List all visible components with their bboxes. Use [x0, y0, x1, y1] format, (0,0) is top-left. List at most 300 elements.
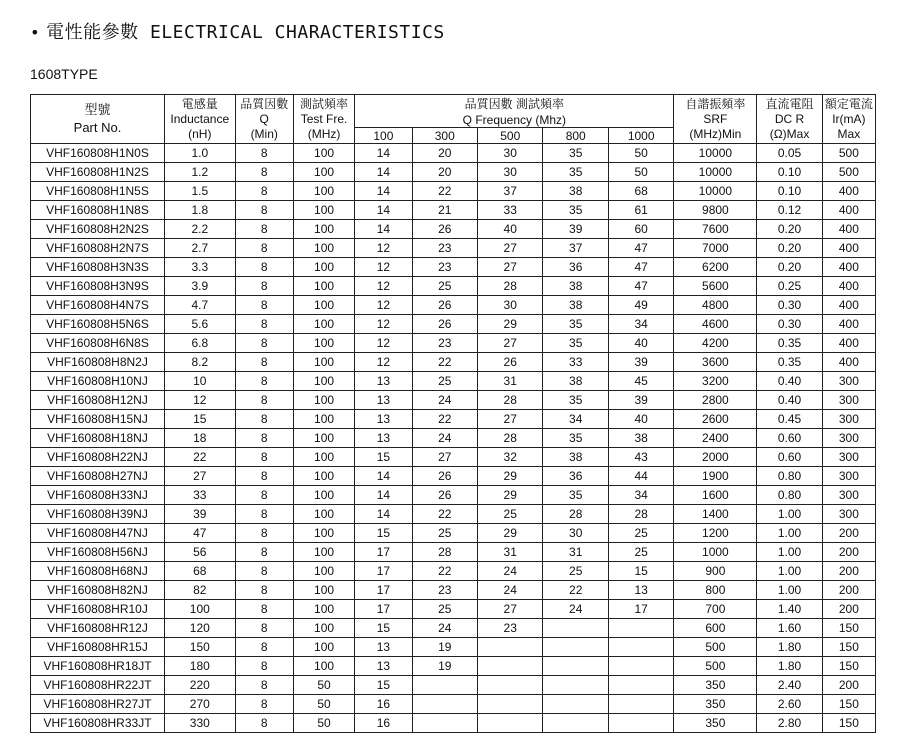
cell-test-freq: 50 — [293, 695, 354, 714]
cell-q-min: 8 — [235, 353, 293, 372]
cell-dcr: 1.00 — [757, 543, 822, 562]
cell-test-freq: 100 — [293, 448, 354, 467]
cell-dcr: 0.40 — [757, 372, 822, 391]
cell-srf: 350 — [674, 676, 757, 695]
cell-q-1000: 60 — [608, 220, 674, 239]
table-row — [31, 315, 876, 334]
cell-test-freq: 100 — [293, 524, 354, 543]
header-q-freq-en: Q Frequency (Mhz) — [355, 112, 674, 128]
cell-inductance: 33 — [165, 486, 236, 505]
cell-q-min: 8 — [235, 448, 293, 467]
cell-q-800: 38 — [543, 448, 608, 467]
cell-q-100: 15 — [355, 676, 412, 695]
cell-q-1000: 40 — [608, 334, 674, 353]
cell-dcr: 0.05 — [757, 144, 822, 163]
cell-q-300: 26 — [412, 220, 477, 239]
cell-q-1000 — [608, 657, 674, 676]
table-row — [31, 258, 876, 277]
cell-ir: 400 — [822, 258, 875, 277]
cell-q-100: 15 — [355, 619, 412, 638]
header-ir: 額定電流 Ir(mA) Max — [822, 95, 875, 144]
cell-part-no: VHF160808HR33JT — [31, 714, 165, 733]
table-row — [31, 543, 876, 562]
table-row — [31, 619, 876, 638]
table-row — [31, 201, 876, 220]
cell-q-500: 32 — [478, 448, 543, 467]
cell-dcr: 1.00 — [757, 524, 822, 543]
cell-q-min: 8 — [235, 220, 293, 239]
cell-q-300: 23 — [412, 334, 477, 353]
cell-q-300: 25 — [412, 600, 477, 619]
cell-dcr: 0.60 — [757, 448, 822, 467]
cell-srf: 4600 — [674, 315, 757, 334]
cell-ir: 150 — [822, 638, 875, 657]
cell-inductance: 3.3 — [165, 258, 236, 277]
cell-srf: 900 — [674, 562, 757, 581]
cell-inductance: 3.9 — [165, 277, 236, 296]
cell-q-300: 24 — [412, 619, 477, 638]
cell-q-800: 35 — [543, 163, 608, 182]
cell-q-500: 26 — [478, 353, 543, 372]
cell-q-800: 35 — [543, 201, 608, 220]
cell-q-min: 8 — [235, 581, 293, 600]
cell-test-freq: 100 — [293, 372, 354, 391]
cell-q-500: 28 — [478, 391, 543, 410]
cell-q-1000: 39 — [608, 391, 674, 410]
cell-inductance: 15 — [165, 410, 236, 429]
cell-q-min: 8 — [235, 600, 293, 619]
cell-q-500: 23 — [478, 619, 543, 638]
cell-ir: 150 — [822, 657, 875, 676]
cell-q-300: 22 — [412, 505, 477, 524]
cell-q-300: 25 — [412, 277, 477, 296]
cell-srf: 500 — [674, 638, 757, 657]
cell-srf: 3600 — [674, 353, 757, 372]
cell-inductance: 82 — [165, 581, 236, 600]
cell-q-100: 12 — [355, 353, 412, 372]
cell-q-100: 14 — [355, 467, 412, 486]
cell-q-300 — [412, 714, 477, 733]
cell-ir: 200 — [822, 543, 875, 562]
cell-q-500: 27 — [478, 258, 543, 277]
cell-part-no: VHF160808H1N0S — [31, 144, 165, 163]
cell-q-1000: 47 — [608, 277, 674, 296]
cell-q-100: 13 — [355, 410, 412, 429]
cell-q-1000 — [608, 676, 674, 695]
table-row — [31, 182, 876, 201]
cell-q-800: 38 — [543, 372, 608, 391]
table-row — [31, 220, 876, 239]
cell-q-100: 13 — [355, 391, 412, 410]
cell-q-min: 8 — [235, 619, 293, 638]
cell-q-500: 29 — [478, 486, 543, 505]
table-body — [31, 144, 876, 733]
cell-srf: 7600 — [674, 220, 757, 239]
cell-q-500: 27 — [478, 334, 543, 353]
cell-q-800: 35 — [543, 334, 608, 353]
cell-q-100: 12 — [355, 258, 412, 277]
cell-q-300: 19 — [412, 657, 477, 676]
cell-q-1000: 38 — [608, 429, 674, 448]
cell-dcr: 0.60 — [757, 429, 822, 448]
cell-q-100: 17 — [355, 562, 412, 581]
cell-q-500: 27 — [478, 600, 543, 619]
cell-inductance: 270 — [165, 695, 236, 714]
cell-dcr: 0.35 — [757, 353, 822, 372]
cell-q-min: 8 — [235, 524, 293, 543]
cell-dcr: 0.12 — [757, 201, 822, 220]
cell-test-freq: 100 — [293, 486, 354, 505]
cell-test-freq: 50 — [293, 714, 354, 733]
cell-part-no: VHF160808H2N7S — [31, 239, 165, 258]
cell-q-1000: 43 — [608, 448, 674, 467]
cell-q-min: 8 — [235, 543, 293, 562]
cell-q-100: 14 — [355, 201, 412, 220]
cell-q-1000: 39 — [608, 353, 674, 372]
cell-ir: 200 — [822, 581, 875, 600]
cell-q-min: 8 — [235, 467, 293, 486]
cell-inductance: 150 — [165, 638, 236, 657]
cell-test-freq: 100 — [293, 334, 354, 353]
header-q-freq-cn: 品質因數 測試頻率 — [355, 95, 674, 113]
cell-srf: 600 — [674, 619, 757, 638]
cell-q-100: 17 — [355, 543, 412, 562]
cell-q-1000 — [608, 638, 674, 657]
cell-q-300: 25 — [412, 524, 477, 543]
header-q: 品質因數 Q (Min) — [235, 95, 293, 144]
cell-q-100: 13 — [355, 372, 412, 391]
cell-srf: 1600 — [674, 486, 757, 505]
cell-ir: 300 — [822, 486, 875, 505]
cell-test-freq: 100 — [293, 562, 354, 581]
cell-q-100: 13 — [355, 657, 412, 676]
cell-q-300 — [412, 676, 477, 695]
table-row — [31, 524, 876, 543]
cell-q-800 — [543, 695, 608, 714]
table-row — [31, 505, 876, 524]
cell-test-freq: 100 — [293, 600, 354, 619]
table-row — [31, 486, 876, 505]
cell-q-100: 17 — [355, 581, 412, 600]
cell-part-no: VHF160808HR27JT — [31, 695, 165, 714]
cell-ir: 300 — [822, 505, 875, 524]
cell-q-min: 8 — [235, 714, 293, 733]
cell-inductance: 5.6 — [165, 315, 236, 334]
cell-part-no: VHF160808H2N2S — [31, 220, 165, 239]
header-qf-500: 500 — [478, 128, 543, 144]
cell-srf: 5600 — [674, 277, 757, 296]
cell-q-100: 16 — [355, 714, 412, 733]
cell-test-freq: 100 — [293, 543, 354, 562]
cell-dcr: 1.00 — [757, 562, 822, 581]
cell-q-100: 15 — [355, 524, 412, 543]
cell-inductance: 100 — [165, 600, 236, 619]
cell-inductance: 22 — [165, 448, 236, 467]
cell-inductance: 68 — [165, 562, 236, 581]
cell-q-1000 — [608, 695, 674, 714]
cell-dcr: 0.30 — [757, 315, 822, 334]
cell-q-500 — [478, 657, 543, 676]
cell-test-freq: 100 — [293, 353, 354, 372]
cell-test-freq: 100 — [293, 182, 354, 201]
table-row — [31, 695, 876, 714]
cell-inductance: 1.8 — [165, 201, 236, 220]
cell-q-min: 8 — [235, 486, 293, 505]
cell-q-300: 20 — [412, 163, 477, 182]
cell-inductance: 4.7 — [165, 296, 236, 315]
cell-q-500: 40 — [478, 220, 543, 239]
header-test-freq: 測試頻率 Test Fre. (MHz) — [293, 95, 354, 144]
cell-dcr: 0.35 — [757, 334, 822, 353]
cell-q-300: 27 — [412, 448, 477, 467]
cell-q-500: 31 — [478, 372, 543, 391]
cell-inductance: 180 — [165, 657, 236, 676]
cell-srf: 500 — [674, 657, 757, 676]
cell-q-min: 8 — [235, 315, 293, 334]
cell-q-300: 21 — [412, 201, 477, 220]
cell-part-no: VHF160808HR10J — [31, 600, 165, 619]
cell-q-100: 12 — [355, 239, 412, 258]
cell-q-100: 14 — [355, 163, 412, 182]
cell-dcr: 2.40 — [757, 676, 822, 695]
cell-inductance: 220 — [165, 676, 236, 695]
table-row — [31, 448, 876, 467]
cell-q-300: 26 — [412, 486, 477, 505]
cell-dcr: 0.45 — [757, 410, 822, 429]
cell-ir: 200 — [822, 562, 875, 581]
cell-q-500: 37 — [478, 182, 543, 201]
cell-part-no: VHF160808H1N8S — [31, 201, 165, 220]
cell-test-freq: 100 — [293, 657, 354, 676]
cell-q-300: 22 — [412, 562, 477, 581]
cell-q-500: 31 — [478, 543, 543, 562]
cell-srf: 1000 — [674, 543, 757, 562]
cell-q-1000: 34 — [608, 315, 674, 334]
cell-test-freq: 100 — [293, 258, 354, 277]
cell-q-300: 20 — [412, 144, 477, 163]
cell-dcr: 0.80 — [757, 467, 822, 486]
cell-q-300 — [412, 695, 477, 714]
cell-q-500: 29 — [478, 467, 543, 486]
cell-q-1000 — [608, 714, 674, 733]
header-qf-1000: 1000 — [608, 128, 674, 144]
cell-q-800 — [543, 619, 608, 638]
cell-srf: 1900 — [674, 467, 757, 486]
cell-inductance: 120 — [165, 619, 236, 638]
cell-q-100: 13 — [355, 429, 412, 448]
cell-test-freq: 50 — [293, 676, 354, 695]
cell-part-no: VHF160808H33NJ — [31, 486, 165, 505]
cell-srf: 700 — [674, 600, 757, 619]
cell-q-min: 8 — [235, 201, 293, 220]
cell-ir: 400 — [822, 334, 875, 353]
cell-q-300: 25 — [412, 372, 477, 391]
cell-test-freq: 100 — [293, 581, 354, 600]
cell-q-300: 19 — [412, 638, 477, 657]
cell-inductance: 8.2 — [165, 353, 236, 372]
cell-q-min: 8 — [235, 391, 293, 410]
header-part-cn: 型號 — [84, 102, 111, 117]
cell-ir: 300 — [822, 372, 875, 391]
cell-test-freq: 100 — [293, 391, 354, 410]
table-row — [31, 372, 876, 391]
cell-q-800 — [543, 657, 608, 676]
cell-ir: 400 — [822, 220, 875, 239]
header-part-en: Part No. — [73, 120, 122, 135]
characteristics-table — [30, 94, 876, 733]
cell-part-no: VHF160808HR18JT — [31, 657, 165, 676]
cell-q-500 — [478, 638, 543, 657]
table-row — [31, 277, 876, 296]
cell-q-300: 22 — [412, 353, 477, 372]
cell-q-min: 8 — [235, 410, 293, 429]
cell-dcr: 0.40 — [757, 391, 822, 410]
cell-test-freq: 100 — [293, 277, 354, 296]
cell-q-1000: 45 — [608, 372, 674, 391]
cell-q-min: 8 — [235, 372, 293, 391]
cell-q-100: 14 — [355, 486, 412, 505]
cell-q-min: 8 — [235, 277, 293, 296]
cell-test-freq: 100 — [293, 201, 354, 220]
cell-dcr: 0.20 — [757, 239, 822, 258]
cell-q-1000: 17 — [608, 600, 674, 619]
cell-part-no: VHF160808H4N7S — [31, 296, 165, 315]
cell-dcr: 1.60 — [757, 619, 822, 638]
cell-ir: 400 — [822, 239, 875, 258]
cell-srf: 10000 — [674, 163, 757, 182]
table-row — [31, 657, 876, 676]
cell-ir: 200 — [822, 524, 875, 543]
table-row — [31, 144, 876, 163]
cell-inductance: 47 — [165, 524, 236, 543]
cell-ir: 300 — [822, 448, 875, 467]
cell-q-500: 24 — [478, 562, 543, 581]
cell-q-800: 38 — [543, 182, 608, 201]
cell-q-500: 29 — [478, 315, 543, 334]
cell-q-min: 8 — [235, 182, 293, 201]
cell-q-min: 8 — [235, 638, 293, 657]
cell-part-no: VHF160808HR12J — [31, 619, 165, 638]
header-dcr: 直流電阻 DC R (Ω)Max — [757, 95, 822, 144]
cell-dcr: 0.20 — [757, 220, 822, 239]
cell-q-500 — [478, 676, 543, 695]
cell-test-freq: 100 — [293, 144, 354, 163]
cell-q-300: 26 — [412, 296, 477, 315]
cell-q-100: 16 — [355, 695, 412, 714]
cell-ir: 150 — [822, 714, 875, 733]
cell-srf: 800 — [674, 581, 757, 600]
cell-part-no: VHF160808HR15J — [31, 638, 165, 657]
cell-ir: 150 — [822, 619, 875, 638]
cell-inductance: 1.0 — [165, 144, 236, 163]
cell-q-1000: 50 — [608, 163, 674, 182]
cell-q-800: 34 — [543, 410, 608, 429]
cell-q-500 — [478, 695, 543, 714]
cell-test-freq: 100 — [293, 429, 354, 448]
cell-q-500: 27 — [478, 239, 543, 258]
cell-test-freq: 100 — [293, 220, 354, 239]
cell-q-500: 25 — [478, 505, 543, 524]
cell-ir: 300 — [822, 391, 875, 410]
cell-dcr: 2.80 — [757, 714, 822, 733]
cell-srf: 3200 — [674, 372, 757, 391]
cell-part-no: VHF160808H18NJ — [31, 429, 165, 448]
bullet: • — [30, 23, 41, 42]
table-row — [31, 467, 876, 486]
cell-inductance: 1.2 — [165, 163, 236, 182]
cell-dcr: 0.30 — [757, 296, 822, 315]
cell-q-min: 8 — [235, 562, 293, 581]
cell-q-800: 36 — [543, 258, 608, 277]
cell-test-freq: 100 — [293, 467, 354, 486]
cell-q-800: 38 — [543, 277, 608, 296]
cell-q-1000: 68 — [608, 182, 674, 201]
cell-q-1000: 34 — [608, 486, 674, 505]
table-row — [31, 714, 876, 733]
cell-ir: 200 — [822, 600, 875, 619]
cell-test-freq: 100 — [293, 315, 354, 334]
table-row — [31, 239, 876, 258]
cell-srf: 10000 — [674, 182, 757, 201]
cell-ir: 400 — [822, 296, 875, 315]
cell-q-1000: 25 — [608, 524, 674, 543]
cell-part-no: VHF160808H27NJ — [31, 467, 165, 486]
cell-part-no: VHF160808HR22JT — [31, 676, 165, 695]
cell-ir: 150 — [822, 695, 875, 714]
cell-q-300: 23 — [412, 258, 477, 277]
cell-q-800: 35 — [543, 486, 608, 505]
cell-srf: 10000 — [674, 144, 757, 163]
cell-q-1000 — [608, 619, 674, 638]
cell-part-no: VHF160808H8N2J — [31, 353, 165, 372]
cell-q-500: 30 — [478, 163, 543, 182]
cell-q-100: 14 — [355, 144, 412, 163]
table-row — [31, 638, 876, 657]
cell-q-1000: 50 — [608, 144, 674, 163]
cell-srf: 7000 — [674, 239, 757, 258]
cell-part-no: VHF160808H10NJ — [31, 372, 165, 391]
cell-q-1000: 47 — [608, 239, 674, 258]
cell-q-min: 8 — [235, 657, 293, 676]
cell-q-100: 14 — [355, 182, 412, 201]
cell-q-500 — [478, 714, 543, 733]
cell-inductance: 18 — [165, 429, 236, 448]
cell-q-min: 8 — [235, 144, 293, 163]
cell-inductance: 27 — [165, 467, 236, 486]
cell-q-300: 26 — [412, 315, 477, 334]
cell-q-800: 31 — [543, 543, 608, 562]
cell-ir: 500 — [822, 163, 875, 182]
cell-q-100: 17 — [355, 600, 412, 619]
table-row — [31, 429, 876, 448]
cell-q-800: 35 — [543, 315, 608, 334]
cell-test-freq: 100 — [293, 163, 354, 182]
cell-inductance: 2.7 — [165, 239, 236, 258]
table-row — [31, 562, 876, 581]
cell-q-100: 14 — [355, 220, 412, 239]
cell-inductance: 12 — [165, 391, 236, 410]
cell-inductance: 1.5 — [165, 182, 236, 201]
cell-q-800: 33 — [543, 353, 608, 372]
cell-part-no: VHF160808H12NJ — [31, 391, 165, 410]
cell-q-100: 12 — [355, 296, 412, 315]
cell-q-300: 28 — [412, 543, 477, 562]
cell-inductance: 10 — [165, 372, 236, 391]
cell-ir: 500 — [822, 144, 875, 163]
cell-q-300: 22 — [412, 182, 477, 201]
cell-q-min: 8 — [235, 676, 293, 695]
cell-srf: 2400 — [674, 429, 757, 448]
